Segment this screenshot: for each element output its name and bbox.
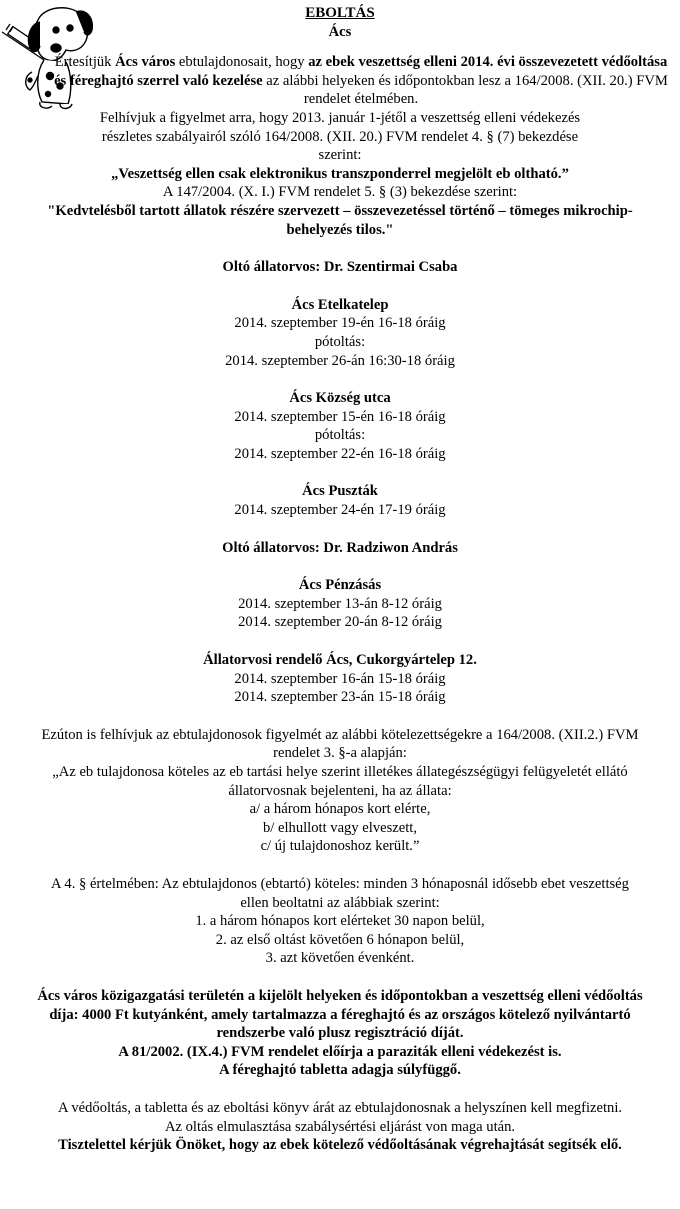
location-name: Állatorvosi rendelő Ács, Cukorgyártelep 12. bbox=[203, 652, 477, 669]
notice-document bbox=[0, 4, 680, 1155]
location-name: Ács Község utca bbox=[289, 390, 391, 407]
intro-line2: Felhívjuk a figyelmet arra, hogy 2013. január 1-jétől a veszettség elleni védekezés részletes szabályairól szóló 164/2008. (XII. 20.) FVM rendelet 4. § (7) bekezdése szerint: bbox=[99, 109, 581, 164]
schedule-line: 2014. szeptember 13-án 8-12 óráig bbox=[238, 595, 442, 612]
closing-line2: Az oltás elmulasztása szabálysértési eljárást von maga után. bbox=[164, 1118, 516, 1135]
schedule-line: 2014. szeptember 20-án 8-12 óráig bbox=[238, 614, 442, 631]
location-name: Ács Etelkatelep bbox=[291, 296, 389, 313]
schedule-line: 2014. szeptember 24-én 17-19 óráig bbox=[234, 502, 446, 519]
schedule-line: 2014. szeptember 23-án 15-18 óráig bbox=[234, 689, 446, 706]
obligations-quote: „Az eb tulajdonosa köteles az eb tartási helye szerint illetékes állategészségügyi felügyeletét ellátó állatorvosnak bejelenteni, ha az állata: bbox=[52, 764, 628, 799]
intro-notify-town: Ács város bbox=[115, 54, 176, 71]
fee-line2: A 81/2002. (IX.4.) FVM rendelet előírja a paraziták elleni védekezést is. bbox=[118, 1043, 562, 1060]
closing-line3: Tisztelettel kérjük Önöket, hogy az ebek kötelező védőoltásának végrehajtását segítsék elő. bbox=[58, 1137, 622, 1154]
section4-item: 2. az első oltást követően 6 hónapon belül, bbox=[215, 931, 465, 948]
intro-notify-mid: ebtulajdonosait, hogy bbox=[175, 54, 309, 71]
obligation-item: c/ új tulajdonoshoz került.” bbox=[260, 838, 420, 855]
vet2-label: Oltó állatorvos: Dr. Radziwon András bbox=[222, 539, 458, 556]
section4-item: 1. a három hónapos kort elérteket 30 napon belül, bbox=[195, 913, 485, 930]
vet1-label: Oltó állatorvos: Dr. Szentirmai Csaba bbox=[222, 259, 458, 276]
obligations-intro: Ezúton is felhívjuk az ebtulajdonosok figyelmét az alábbi kötelezettségekre a 164/2008. (XII.2.) FVM rendelet 3. §-a alapján: bbox=[41, 726, 639, 762]
fee-line3: A féreghajtó tabletta adagja súlyfüggő. bbox=[219, 1062, 461, 1079]
schedule-line: 2014. szeptember 15-én 16-18 óráig bbox=[234, 408, 446, 425]
intro-notify-suffix: az alábbi helyeken és időpontokban lesz a 164/2008. (XII. 20.) FVM rendelet ételmében. bbox=[262, 72, 668, 108]
section4-intro: A 4. § értelmében: Az ebtulajdonos (ebtartó) köteles: minden 3 hónaposnál idősebb ebet veszettség ellen beoltatni az alábbiak szerint: bbox=[51, 875, 629, 911]
intro-quote2: "Kedvtelésből tartott állatok részére szervezett – összevezetéssel történő – tömeges mikrochip-behelyezés tilos." bbox=[47, 202, 633, 238]
schedule-line: 2014. szeptember 19-én 16-18 óráig bbox=[234, 315, 446, 332]
intro-notify bbox=[0, 53, 680, 109]
intro-notify-prefix: Értesítjük bbox=[54, 54, 116, 71]
document-town: Ács bbox=[328, 23, 352, 40]
intro-notify-bold: az ebek veszettség elleni 2014. évi összevezetett védőoltása és féreghajtó szerrel való kezelése bbox=[54, 54, 668, 89]
schedule-line: pótoltás: bbox=[314, 333, 366, 350]
schedule-line: pótoltás: bbox=[314, 427, 366, 444]
schedule-line: 2014. szeptember 26-án 16:30-18 óráig bbox=[225, 352, 455, 369]
fee-text: Ács város közigazgatási területén a kijelölt helyeken és időpontokban a veszettség elleni védőoltás díja: 4000 Ft kutyánként, amely tartalmazza a féreghajtó és az országos kötelező nyilvántartó rendszerbe való plusz regisztráció díját. bbox=[37, 987, 643, 1042]
schedule-line: 2014. szeptember 22-én 16-18 óráig bbox=[234, 445, 446, 462]
schedule-line: 2014. szeptember 16-án 15-18 óráig bbox=[234, 670, 446, 687]
obligation-item: a/ a három hónapos kort elérte, bbox=[249, 801, 431, 818]
location-name: Ács Pénzásás bbox=[298, 577, 382, 594]
intro-quote1: „Veszettség ellen csak elektronikus transzponderrel megjelölt eb oltható.” bbox=[111, 165, 569, 182]
section4-item: 3. azt követően évenként. bbox=[265, 950, 415, 967]
intro-line3: A 147/2004. (X. I.) FVM rendelet 5. § (3) bekezdése szerint: bbox=[162, 184, 518, 201]
location-name: Ács Puszták bbox=[302, 483, 378, 500]
closing-line1: A védőoltás, a tabletta és az eboltási könyv árát az ebtulajdonosnak a helyszínen kell megfizetni. bbox=[57, 1099, 623, 1116]
document-title: EBOLTÁS bbox=[305, 5, 375, 21]
obligation-item: b/ elhullott vagy elveszett, bbox=[262, 819, 417, 836]
